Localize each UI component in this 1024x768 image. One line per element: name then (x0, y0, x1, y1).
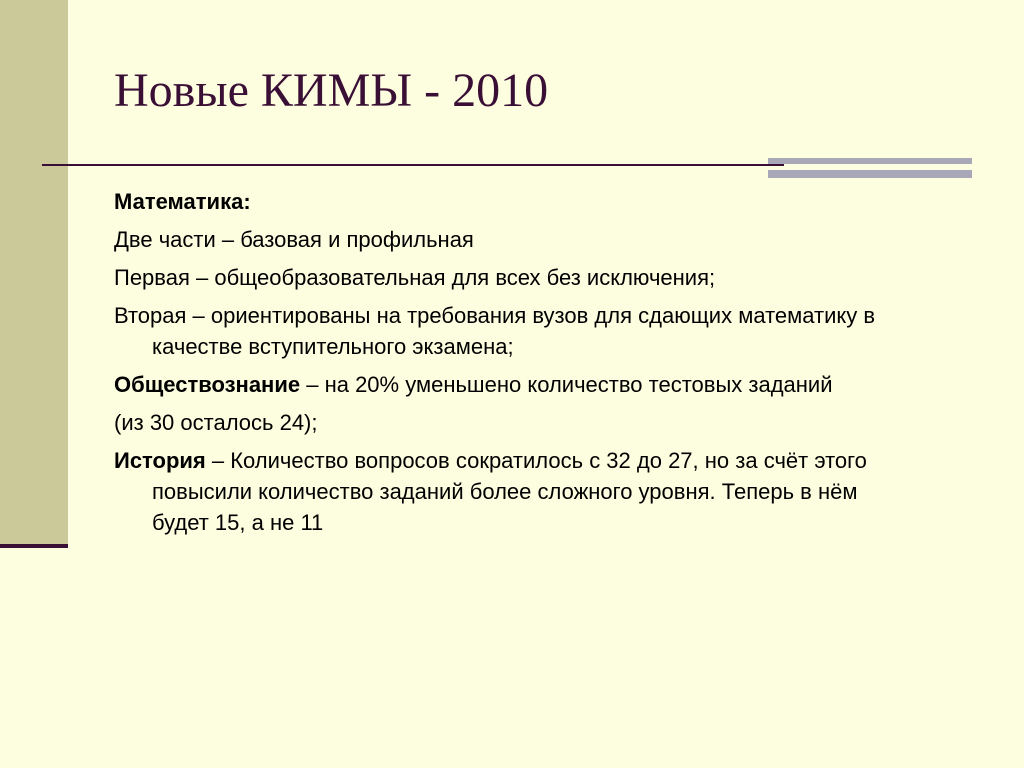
paragraph-math-parts (114, 224, 914, 255)
history-heading: История (114, 448, 206, 473)
slide-title: Новые КИМЫ - 2010 (114, 64, 549, 117)
math-first-text: Первая – общеобразовательная для всех без исключения; (114, 265, 716, 290)
paragraph-history (114, 445, 914, 538)
title-divider-accent-top (768, 158, 972, 164)
social-studies-text: – на 20% уменьшено количество тестовых заданий (300, 372, 833, 397)
math-second-text: Вторая – ориентированы на требования вузов для сдающих математику в качестве вступительного экзамена; (114, 303, 876, 359)
left-decor-band-foot (0, 544, 68, 548)
paragraph-social-studies (114, 369, 914, 400)
social-studies-count-text: (из 30 осталось 24); (114, 410, 318, 435)
left-decor-band (0, 0, 68, 548)
history-text: – Количество вопросов сократилось с 32 до 27, но за счёт этого повысили количество заданий более сложного уровня. Теперь в нём будет 15, а не 11 (152, 448, 867, 535)
paragraph-social-studies-count (114, 407, 914, 438)
title-divider-accent-bottom (768, 170, 972, 178)
social-studies-heading: Обществознание (114, 372, 301, 397)
paragraph-math-first (114, 262, 914, 293)
paragraph-math-second (114, 300, 914, 362)
slide-body (114, 186, 914, 545)
paragraph-math-heading (114, 186, 914, 217)
math-heading: Математика: (114, 189, 251, 214)
math-parts-text: Две части – базовая и профильная (114, 227, 474, 252)
title-divider (42, 164, 784, 166)
